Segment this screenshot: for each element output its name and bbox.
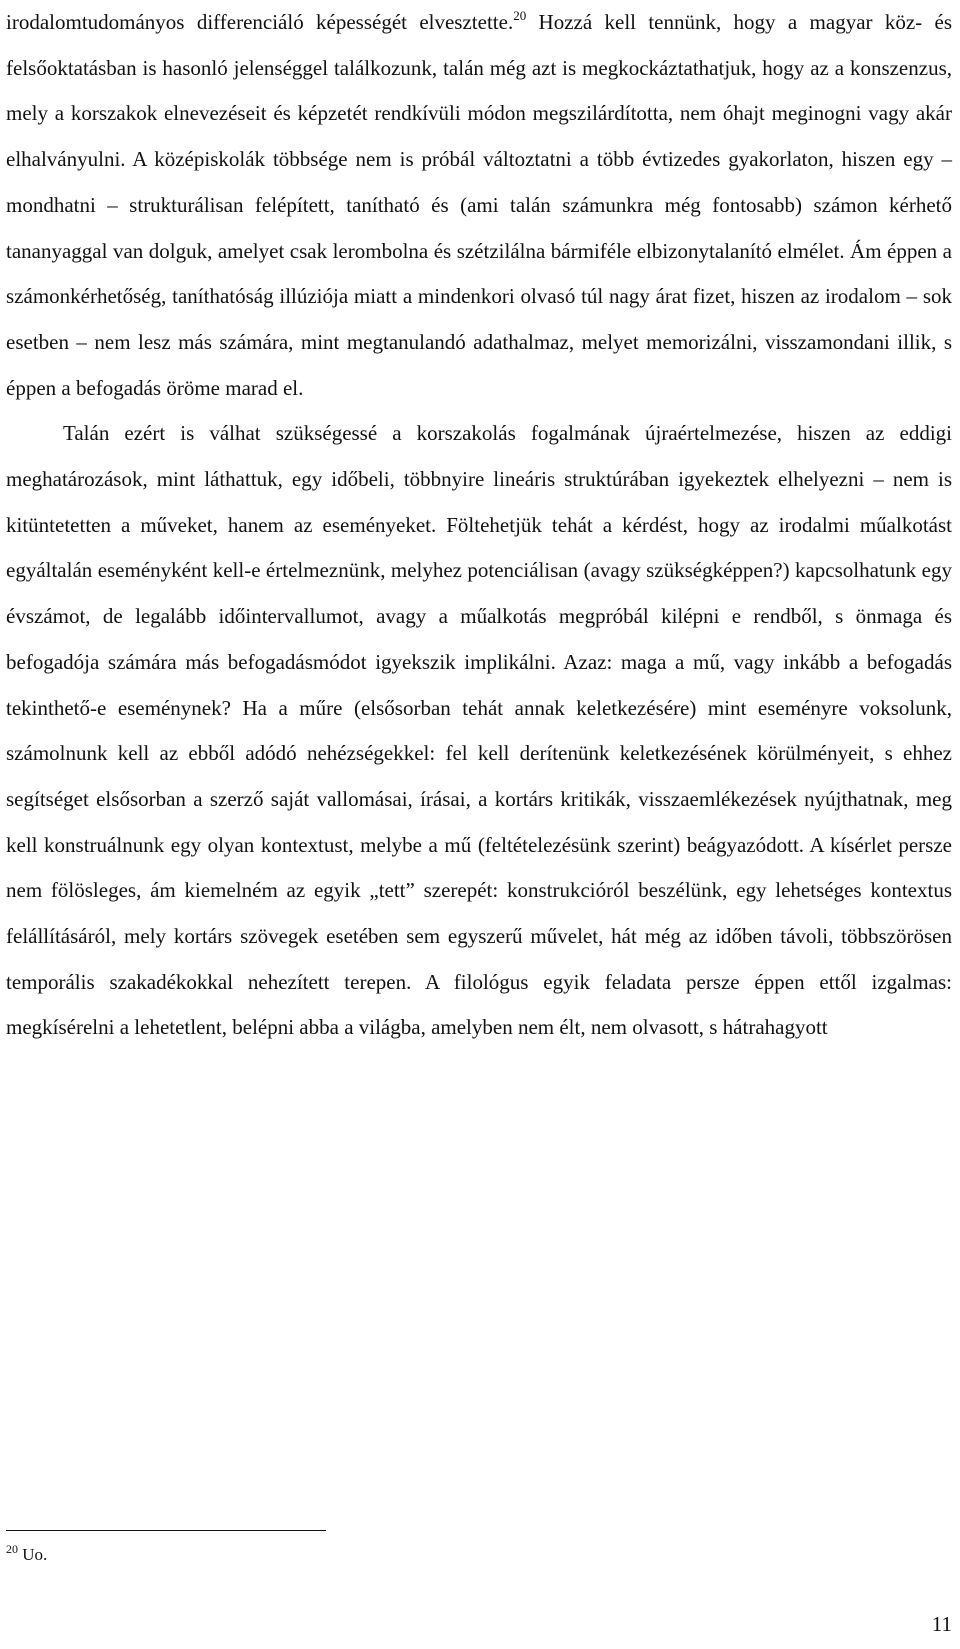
footnote-reference[interactable]: 20 xyxy=(513,8,527,23)
paragraph-text: irodalomtudományos differenciáló képességét elvesztette. xyxy=(6,10,514,34)
paragraph xyxy=(6,0,952,411)
paragraph: Talán ezért is válhat szükségessé a korszakolás fogalmának újraértelmezése, hiszen az eddigi meghatározások, mint láthattuk, egy időbeli, többnyire lineáris struktúrában igyekeztek elhelyezni – nem is kitüntetetten a műveket, hanem az eseményeket. Föltehetjük tehát a kérdést, hogy az irodalmi műalkotást egyáltalán eseményként kell-e értelmeznünk, melyhez potenciálisan (avagy szükségképpen?) kapcsolhatunk egy évszámot, de legalább időintervallumot, avagy a műalkotás megpróbál kilépni e rendből, s önmaga és befogadója számára más befogadásmódot igyekszik implikálni. Azaz: maga a mű, vagy inkább a befogadás tekinthető-e eseménynek? Ha a műre (elsősorban tehát annak keletkezésére) mint eseményre voksolunk, számolnunk kell az ebből adódó nehézségekkel: fel kell derítenünk keletkezésének körülményeit, s ehhez segítséget elsősorban a szerző saját vallomásai, írásai, a kortárs kritikák, visszaemlékezések nyújthatnak, meg kell konstruálnunk egy olyan kontextust, melybe a mű (feltételezésünk szerint) beágyazódott. A kísérlet persze nem fölösleges, ám kiemelném az egyik „tett” szerepét: konstrukcióról beszélünk, egy lehetséges kontextus felállításáról, mely kortárs szövegek esetében sem egyszerű művelet, hát még az időben távoli, többszörösen temporális szakadékokkal nehezített terepen. A filológus egyik feladata persze éppen ettől izgalmas: megkísérelni a lehetetlent, belépni abba a világba, amelyben nem élt, nem olvasott, s hátrahagyott xyxy=(6,421,952,1040)
body-text xyxy=(6,0,952,1051)
footnote xyxy=(6,1543,47,1567)
paragraph-text: Hozzá kell tennünk, hogy a magyar köz- és felsőoktatásban is hasonló jelenséggel találkozunk, talán még azt is megkockáztathatjuk, hogy az a konszenzus, mely a korszakok elnevezéseit és képzetét rendkívüli módon megszilárdította, nem óhajt meginogni vagy akár elhalványulni. A középiskolák többsége nem is próbál változtatni a több évtizedes gyakorlaton, hiszen egy – mondhatni – strukturálisan felépített, tanítható és (ami talán számunkra még fontosabb) számon kérhető tananyaggal van dolguk, amelyet csak lerombolna és szétzilálna bármiféle elbizonytalanító elmélet. Ám éppen a számonkérhetőség, taníthatóság illúziója miatt a mindenkori olvasó túl nagy árat fizet, hiszen az irodalom – sok esetben – nem lesz más számára, mint megtanulandó adathalmaz, melyet memorizálni, visszamondani illik, s éppen a befogadás öröme marad el. xyxy=(6,10,952,400)
footnote-number: 20 xyxy=(6,1542,18,1556)
page-number: 11 xyxy=(931,1612,952,1636)
footnote-separator xyxy=(6,1530,326,1531)
footnote-text: Uo. xyxy=(18,1545,48,1564)
